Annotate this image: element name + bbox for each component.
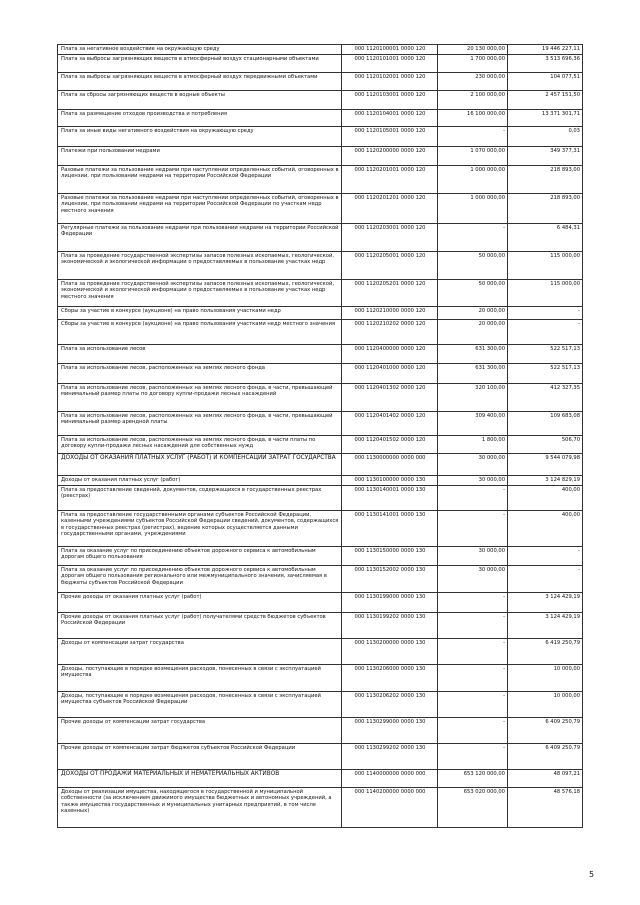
row-plan: 30 000,00 (438, 476, 508, 486)
row-code: 000 1120104001 0000 120 (342, 110, 438, 127)
table-row (58, 770, 583, 788)
row-plan: 2 100 000,00 (438, 91, 508, 110)
row-name: Плата за предоставление сведений, документов, содержащихся в государственных реестрах (реестрах) (58, 486, 342, 511)
row-name: Регулярные платежи за пользование недрами при пользовании недрами на территории Российской Федерации (58, 224, 342, 252)
table-row (58, 613, 583, 639)
row-fact: - (508, 547, 583, 566)
row-name: Плата за иные виды негативного воздействия на окружающую среду (58, 127, 342, 147)
row-code: 000 1120401502 0000 120 (342, 436, 438, 454)
row-code: 000 1120103001 0000 120 (342, 91, 438, 110)
row-plan: 309 400,00 (438, 412, 508, 436)
row-name: Плата за использование лесов, расположенных на землях лесного фонда, в части, превышающей минимальный размер платы по договору купли-продажи лесных насаждений (58, 384, 342, 412)
row-fact: 9 544 079,98 (508, 454, 583, 476)
row-plan: 16 100 000,00 (438, 110, 508, 127)
table-row (58, 147, 583, 166)
table-row (58, 566, 583, 593)
table-row (58, 55, 583, 73)
row-code: 000 1130150000 0000 130 (342, 547, 438, 566)
row-code: 000 1130000000 0000 000 (342, 454, 438, 476)
table-row (58, 639, 583, 665)
row-name: Плата за предоставление государственными органами субъектов Российской Федерации, казенными учреждениями субъектов Российской Федерации сведений, документов, содержащихся в государственных реестрах (регистрах), ведение которых осуществляется данными государственными органами, учреждениями (58, 511, 342, 547)
table-body (58, 45, 583, 828)
row-name: Плата за проведение государственной экспертизы запасов полезных ископаемых, геологической, экономической и экологической информации о предоставляемых в пользование участках недр (58, 252, 342, 280)
row-fact: 349 377,31 (508, 147, 583, 166)
row-plan: 20 130 000,00 (438, 45, 508, 55)
table-row (58, 45, 583, 55)
row-plan: 30 000,00 (438, 547, 508, 566)
row-plan: - (438, 718, 508, 744)
row-plan: 20 000,00 (438, 307, 508, 320)
row-name: Прочие доходы от оказания платных услуг (работ) (58, 593, 342, 613)
table-row (58, 486, 583, 511)
row-name: Доходы от оказания платных услуг (работ) (58, 476, 342, 486)
row-fact: 522 517,13 (508, 364, 583, 384)
row-name: Плата за выбросы загрязняющих веществ в атмосферный воздух передвижными объектами (58, 73, 342, 91)
row-code: 000 1120200000 0000 120 (342, 147, 438, 166)
row-code: 000 1120203001 0000 120 (342, 224, 438, 252)
row-name: Плата за использование лесов, расположенных на землях лесного фонда (58, 364, 342, 384)
row-plan: - (438, 511, 508, 547)
table-row (58, 454, 583, 476)
row-name: Доходы от компенсации затрат государства (58, 639, 342, 665)
row-code: 000 1120400000 0000 120 (342, 345, 438, 364)
row-fact: 10 000,00 (508, 665, 583, 692)
table-row (58, 412, 583, 436)
table-row (58, 692, 583, 718)
row-plan: - (438, 486, 508, 511)
row-code: 000 1130299202 0000 130 (342, 744, 438, 770)
page-number: 5 (589, 870, 595, 879)
row-plan: 1 070 000,00 (438, 147, 508, 166)
row-plan: 1 000 000,00 (438, 166, 508, 194)
row-fact: 6 409 250,79 (508, 744, 583, 770)
row-fact: 2 457 151,50 (508, 91, 583, 110)
row-fact: 104 077,51 (508, 73, 583, 91)
table-row (58, 788, 583, 828)
table-row (58, 511, 583, 547)
row-plan: - (438, 665, 508, 692)
row-plan: 50 000,00 (438, 252, 508, 280)
row-code: 000 1130141001 0000 130 (342, 511, 438, 547)
row-code: 000 1130299000 0000 130 (342, 718, 438, 744)
row-fact: 109 683,08 (508, 412, 583, 436)
row-code: 000 1120205001 0000 120 (342, 252, 438, 280)
row-name: Плата за оказание услуг по присоединению объектов дорожного сервиса к автомобильным дорогам общего пользования регионального или межмуниципального значения, зачисляемая в бюджеты субъектов Российской Федерации (58, 566, 342, 593)
row-code: 000 1120401402 0000 120 (342, 412, 438, 436)
row-code: 000 1130100000 0000 130 (342, 476, 438, 486)
row-plan: 230 000,00 (438, 73, 508, 91)
row-fact: 6 409 250,79 (508, 718, 583, 744)
row-fact: 6 484,31 (508, 224, 583, 252)
row-name: Плата за негативное воздействие на окружающую среду (58, 45, 342, 55)
table-row (58, 307, 583, 320)
row-fact: 3 513 696,36 (508, 55, 583, 73)
row-fact: 218 893,00 (508, 194, 583, 224)
row-code: 000 1120201201 0000 120 (342, 194, 438, 224)
row-code: 000 1140000000 0000 000 (342, 770, 438, 788)
row-code: 000 1120100001 0000 120 (342, 45, 438, 55)
row-code: 000 1120201001 0000 120 (342, 166, 438, 194)
row-code: 000 1130200000 0000 130 (342, 639, 438, 665)
table-row (58, 476, 583, 486)
row-fact: 400,00 (508, 486, 583, 511)
row-code: 000 1120101001 0000 120 (342, 55, 438, 73)
row-fact: 218 893,00 (508, 166, 583, 194)
row-plan: 50 000,00 (438, 280, 508, 307)
row-name: Плата за сбросы загрязняющих веществ в водные объекты (58, 91, 342, 110)
table-row (58, 384, 583, 412)
row-name: Плата за выбросы загрязняющих веществ в атмосферный воздух стационарными объектами (58, 55, 342, 73)
row-name: Плата за использование лесов, расположенных на землях лесного фонда, в части платы по договору купли-продажи лесных насаждений для собственных нужд (58, 436, 342, 454)
row-name: Прочие доходы от компенсации затрат государства (58, 718, 342, 744)
row-code: 000 1140200000 0000 000 (342, 788, 438, 828)
row-name: ДОХОДЫ ОТ ОКАЗАНИЯ ПЛАТНЫХ УСЛУГ (РАБОТ) И КОМПЕНСАЦИИ ЗАТРАТ ГОСУДАРСТВА (58, 454, 342, 476)
row-name: Разовые платежи за пользование недрами при наступлении определенных событий, оговоренных в лицензии, при пользовании недрами на территории Российской Федерации по участкам недр местного значения (58, 194, 342, 224)
row-plan: 653 020 000,00 (438, 788, 508, 828)
row-code: 000 1130206000 0000 130 (342, 665, 438, 692)
table-row (58, 718, 583, 744)
row-fact: 19 446 227,11 (508, 45, 583, 55)
row-name: Доходы, поступающие в порядке возмещения расходов, понесенных в связи с эксплуатацией имущества субъектов Российской Федерации (58, 692, 342, 718)
row-plan: 20 000,00 (438, 320, 508, 345)
row-plan: 653 120 000,00 (438, 770, 508, 788)
table-row (58, 110, 583, 127)
row-fact: - (508, 566, 583, 593)
row-name: Плата за использование лесов, расположенных на землях лесного фонда, в части, превышающей минимальный размер арендной платы (58, 412, 342, 436)
row-fact: 3 124 429,19 (508, 593, 583, 613)
row-fact: 412 327,35 (508, 384, 583, 412)
row-plan: - (438, 692, 508, 718)
table-row (58, 665, 583, 692)
row-plan: - (438, 593, 508, 613)
row-plan: - (438, 127, 508, 147)
table-row (58, 127, 583, 147)
row-code: 000 1130199000 0000 130 (342, 593, 438, 613)
table-row (58, 252, 583, 280)
table-row (58, 744, 583, 770)
row-name: Плата за размещение отходов производства и потребления (58, 110, 342, 127)
row-fact: 506,70 (508, 436, 583, 454)
row-name: Платежи при пользовании недрами (58, 147, 342, 166)
row-code: 000 1120210202 0000 120 (342, 320, 438, 345)
row-fact: - (508, 320, 583, 345)
row-plan: 631 300,00 (438, 345, 508, 364)
row-plan: - (438, 224, 508, 252)
row-plan: - (438, 639, 508, 665)
row-fact: 3 124 429,19 (508, 613, 583, 639)
row-plan: 1 700 000,00 (438, 55, 508, 73)
row-fact: 522 517,13 (508, 345, 583, 364)
row-fact: 3 124 829,19 (508, 476, 583, 486)
row-fact: 400,00 (508, 511, 583, 547)
row-fact: 6 419 250,79 (508, 639, 583, 665)
table-row (58, 436, 583, 454)
row-plan: 631 300,00 (438, 364, 508, 384)
row-name: Плата за использование лесов (58, 345, 342, 364)
table-row (58, 73, 583, 91)
row-fact: 48 576,18 (508, 788, 583, 828)
row-code: 000 1130206202 0000 130 (342, 692, 438, 718)
table-row (58, 345, 583, 364)
row-code: 000 1130199202 0000 130 (342, 613, 438, 639)
row-name: ДОХОДЫ ОТ ПРОДАЖИ МАТЕРИАЛЬНЫХ И НЕМАТЕРИАЛЬНЫХ АКТИВОВ (58, 770, 342, 788)
row-plan: 30 000,00 (438, 454, 508, 476)
table-row (58, 194, 583, 224)
row-code: 000 1130140001 0000 130 (342, 486, 438, 511)
row-name: Доходы от реализации имущества, находящегося в государственной и муниципальной собственности (за исключением движимого имущества бюджетных и автономных учреждений, а также имущества государственных и муниципальных унитарных предприятий, в том числе казенных) (58, 788, 342, 828)
row-fact: 13 371 301,71 (508, 110, 583, 127)
row-plan: - (438, 613, 508, 639)
row-plan: - (438, 744, 508, 770)
row-fact: 48 097,21 (508, 770, 583, 788)
row-code: 000 1120105001 0000 120 (342, 127, 438, 147)
row-plan: 320 100,00 (438, 384, 508, 412)
table-row (58, 166, 583, 194)
row-name: Сборы за участие в конкурсе (аукционе) на право пользования участками недр местного значения (58, 320, 342, 345)
row-fact: 115 000,00 (508, 252, 583, 280)
row-plan: 1 000 000,00 (438, 194, 508, 224)
row-code: 000 1120210000 0000 120 (342, 307, 438, 320)
row-name: Сборы за участие в конкурсе (аукционе) на право пользования участками недр (58, 307, 342, 320)
row-name: Плата за проведение государственной экспертизы запасов полезных ископаемых, геологической, экономической и экологической информации о предоставляемых в пользование участках недр местного значения (58, 280, 342, 307)
table-row (58, 224, 583, 252)
table-row (58, 320, 583, 345)
row-name: Разовые платежи за пользование недрами при наступлении определенных событий, оговоренных в лицензии, при пользовании недрами на территории Российской Федерации (58, 166, 342, 194)
row-code: 000 1120102001 0000 120 (342, 73, 438, 91)
row-fact: 115 000,00 (508, 280, 583, 307)
table-row (58, 593, 583, 613)
row-fact: - (508, 307, 583, 320)
row-code: 000 1120205201 0000 120 (342, 280, 438, 307)
table-row (58, 547, 583, 566)
table-row (58, 91, 583, 110)
row-fact: 10 000,00 (508, 692, 583, 718)
row-plan: 1 800,00 (438, 436, 508, 454)
row-code: 000 1120401000 0000 120 (342, 364, 438, 384)
row-name: Плата за оказание услуг по присоединению объектов дорожного сервиса к автомобильным дорогам общего пользования (58, 547, 342, 566)
row-fact: 0,03 (508, 127, 583, 147)
row-code: 000 1130152002 0000 130 (342, 566, 438, 593)
revenue-table (57, 44, 583, 828)
row-code: 000 1120401302 0000 120 (342, 384, 438, 412)
row-name: Доходы, поступающие в порядке возмещения расходов, понесенных в связи с эксплуатацией имущества (58, 665, 342, 692)
row-name: Прочие доходы от компенсации затрат бюджетов субъектов Российской Федерации (58, 744, 342, 770)
row-name: Прочие доходы от оказания платных услуг (работ) получателями средств бюджетов субъектов Российской Федерации (58, 613, 342, 639)
row-plan: 30 000,00 (438, 566, 508, 593)
table-row (58, 364, 583, 384)
table-row (58, 280, 583, 307)
